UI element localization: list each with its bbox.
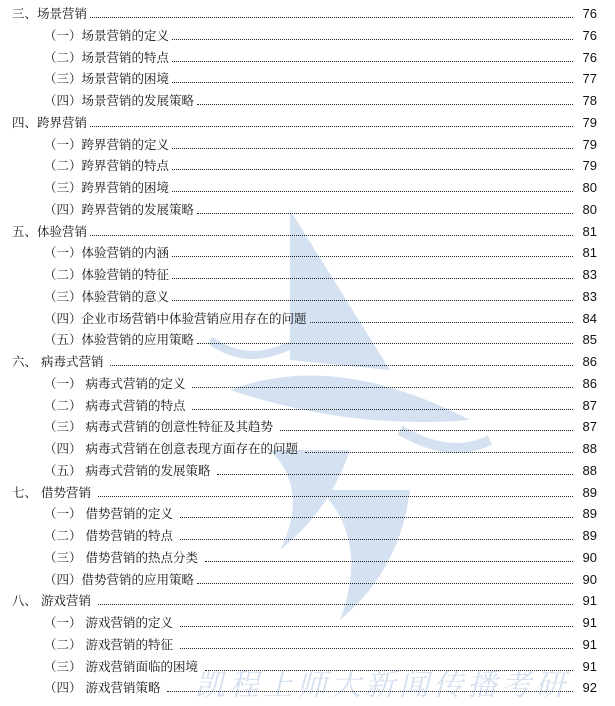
toc-page-number: 88 <box>582 462 597 478</box>
toc-page-number: 88 <box>582 441 597 456</box>
toc-dot-leader <box>180 517 573 518</box>
toc-page-number: 91 <box>582 615 597 630</box>
toc-dot-leader <box>172 39 573 40</box>
toc-page-number: 81 <box>582 245 597 261</box>
toc-entry-label: （四）场景营销的发展策略 <box>44 93 195 108</box>
toc-entry-label: （一） 借势营销的定义 <box>44 506 173 522</box>
toc-page-number: 76 <box>582 6 597 21</box>
toc-dot-leader <box>180 648 573 649</box>
toc-subsection-row[interactable] <box>0 329 615 351</box>
toc-dot-leader <box>180 539 573 540</box>
toc-dot-leader <box>172 82 573 83</box>
toc-dot-leader <box>180 626 573 627</box>
toc-subsection-row[interactable] <box>0 569 615 591</box>
toc-entry-label: （一）体验营销的内涵 <box>44 245 170 261</box>
toc-entry-label: （五） 病毒式营销的发展策略 <box>44 462 211 478</box>
toc-page-number: 76 <box>582 49 597 65</box>
toc-page-number: 80 <box>582 180 597 195</box>
toc-page-number: 91 <box>582 658 597 674</box>
toc-subsection-row[interactable] <box>0 547 615 569</box>
toc-subsection-row[interactable] <box>0 177 615 199</box>
toc-subsection-row[interactable] <box>0 308 615 330</box>
toc-entry-label: （三）跨界营销的困境 <box>44 180 170 195</box>
toc-section-row[interactable] <box>0 590 615 612</box>
toc-dot-leader <box>90 17 573 18</box>
toc-subsection-row[interactable] <box>0 90 615 112</box>
toc-subsection-row[interactable] <box>0 460 615 482</box>
toc-entry-label: （一） 游戏营销的定义 <box>44 615 173 630</box>
toc-dot-leader <box>172 148 573 149</box>
toc-dot-leader <box>172 61 573 62</box>
toc-entry-label: （二） 病毒式营销的特点 <box>44 397 186 413</box>
toc-entry-label: （二）场景营销的特点 <box>44 49 170 65</box>
toc-page-number: 89 <box>582 506 597 522</box>
toc-dot-leader <box>310 322 573 323</box>
toc-entry-label: （二）体验营销的特征 <box>44 267 170 282</box>
toc-entry-label: 七、 借势营销 <box>12 484 91 500</box>
toc-subsection-row[interactable] <box>0 25 615 47</box>
toc-page-number: 83 <box>582 288 597 304</box>
toc-dot-leader <box>217 474 573 475</box>
toc-section-row[interactable] <box>0 112 615 134</box>
toc-entry-label: （三）场景营销的困境 <box>44 71 170 87</box>
toc-entry-label: 三、场景营销 <box>12 6 88 21</box>
toc-dot-leader <box>172 256 573 257</box>
toc-page-number: 86 <box>582 354 597 369</box>
toc-page-number: 79 <box>582 114 597 130</box>
toc-page-number: 91 <box>582 636 597 652</box>
toc-entry-label: （二） 借势营销的特点 <box>44 528 173 543</box>
toc-subsection-row[interactable] <box>0 656 615 678</box>
toc-subsection-row[interactable] <box>0 286 615 308</box>
toc-dot-leader <box>197 343 573 344</box>
toc-subsection-row[interactable] <box>0 438 615 460</box>
toc-dot-leader <box>172 300 573 301</box>
toc-subsection-row[interactable] <box>0 242 615 264</box>
toc-subsection-row[interactable] <box>0 634 615 656</box>
toc-entry-label: 四、跨界营销 <box>12 114 88 130</box>
toc-page-number: 84 <box>582 310 597 326</box>
toc-page-number: 78 <box>582 93 597 108</box>
toc-page-number: 76 <box>582 27 597 43</box>
toc-subsection-row[interactable] <box>0 525 615 547</box>
toc-entry-label: （五）体验营销的应用策略 <box>44 332 195 348</box>
toc-entry-label: （二）跨界营销的特点 <box>44 158 170 174</box>
toc-page-number: 90 <box>582 571 597 587</box>
toc-dot-leader <box>110 365 573 366</box>
toc-dot-leader <box>192 409 573 410</box>
toc-dot-leader <box>197 213 573 214</box>
toc-subsection-row[interactable] <box>0 47 615 69</box>
toc-page-number: 85 <box>582 332 597 348</box>
toc-dot-leader <box>172 169 573 170</box>
toc-dot-leader <box>90 235 573 236</box>
toc-page-number: 79 <box>582 158 597 174</box>
toc-page-number: 83 <box>582 267 597 282</box>
toc-dot-leader <box>280 430 573 431</box>
toc-subsection-row[interactable] <box>0 155 615 177</box>
toc-entry-label: （一） 病毒式营销的定义 <box>44 375 186 391</box>
toc-page-number: 79 <box>582 136 597 152</box>
toc-dot-leader <box>98 604 573 605</box>
toc-dot-leader <box>197 583 573 584</box>
toc-entry-label: （四）企业市场营销中体验营销应用存在的问题 <box>44 310 307 326</box>
toc-page-number: 87 <box>582 419 597 435</box>
toc-dot-leader <box>172 191 573 192</box>
toc-entry-label: （三） 病毒式营销的创意性特征及其趋势 <box>44 419 273 435</box>
toc-entry-label: （一）场景营销的定义 <box>44 27 170 43</box>
toc-section-row[interactable] <box>0 3 615 25</box>
toc-entry-label: （三） 游戏营销面临的困境 <box>44 658 198 674</box>
toc-subsection-row[interactable] <box>0 612 615 634</box>
toc-dot-leader <box>192 387 573 388</box>
toc-page-number: 77 <box>582 71 597 87</box>
toc-dot-leader <box>305 452 573 453</box>
toc-dot-leader <box>167 691 573 692</box>
toc-entry-label: 六、 病毒式营销 <box>12 354 104 369</box>
toc-subsection-row[interactable] <box>0 677 615 699</box>
toc-subsection-row[interactable] <box>0 134 615 156</box>
toc-page-number: 81 <box>582 223 597 239</box>
toc-page-number: 86 <box>582 375 597 391</box>
toc-section-row[interactable] <box>0 221 615 243</box>
toc-entry-label: （四）借势营销的应用策略 <box>44 571 195 587</box>
toc-entry-label: （四） 游戏营销策略 <box>44 680 161 696</box>
toc-subsection-row[interactable] <box>0 503 615 525</box>
toc-dot-leader <box>98 496 573 497</box>
toc-subsection-row[interactable] <box>0 373 615 395</box>
toc-entry-label: （二） 游戏营销的特征 <box>44 636 173 652</box>
toc-entry-label: （一）跨界营销的定义 <box>44 136 170 152</box>
toc-page-number: 89 <box>582 528 597 543</box>
toc-subsection-row[interactable] <box>0 264 615 286</box>
watermark-text: 凯程上师大新闻传播考研 <box>195 668 569 703</box>
toc-entry-label: （四）跨界营销的发展策略 <box>44 201 195 217</box>
toc-entry-label: 八、 游戏营销 <box>12 593 91 609</box>
toc-page-number: 80 <box>582 201 597 217</box>
toc-subsection-row[interactable] <box>0 68 615 90</box>
toc-entry-label: （四） 病毒式营销在创意表现方面存在的问题 <box>44 441 298 456</box>
toc-dot-leader <box>205 670 573 671</box>
toc-dot-leader <box>90 126 573 127</box>
toc-page-number: 90 <box>582 549 597 565</box>
toc-page-number: 92 <box>582 680 597 696</box>
toc-entry-label: 五、体验营销 <box>12 223 88 239</box>
toc-subsection-row[interactable] <box>0 395 615 417</box>
toc-page-number: 91 <box>582 593 597 609</box>
toc-page-number: 89 <box>582 484 597 500</box>
toc-entry-label: （三）体验营销的意义 <box>44 288 170 304</box>
toc-section-row[interactable] <box>0 482 615 504</box>
toc-subsection-row[interactable] <box>0 416 615 438</box>
toc-page-number: 87 <box>582 397 597 413</box>
toc-dot-leader <box>205 561 573 562</box>
toc-dot-leader <box>172 278 573 279</box>
toc-subsection-row[interactable] <box>0 199 615 221</box>
toc-entry-label: （三） 借势营销的热点分类 <box>44 549 198 565</box>
toc-section-row[interactable] <box>0 351 615 373</box>
toc-dot-leader <box>197 104 573 105</box>
